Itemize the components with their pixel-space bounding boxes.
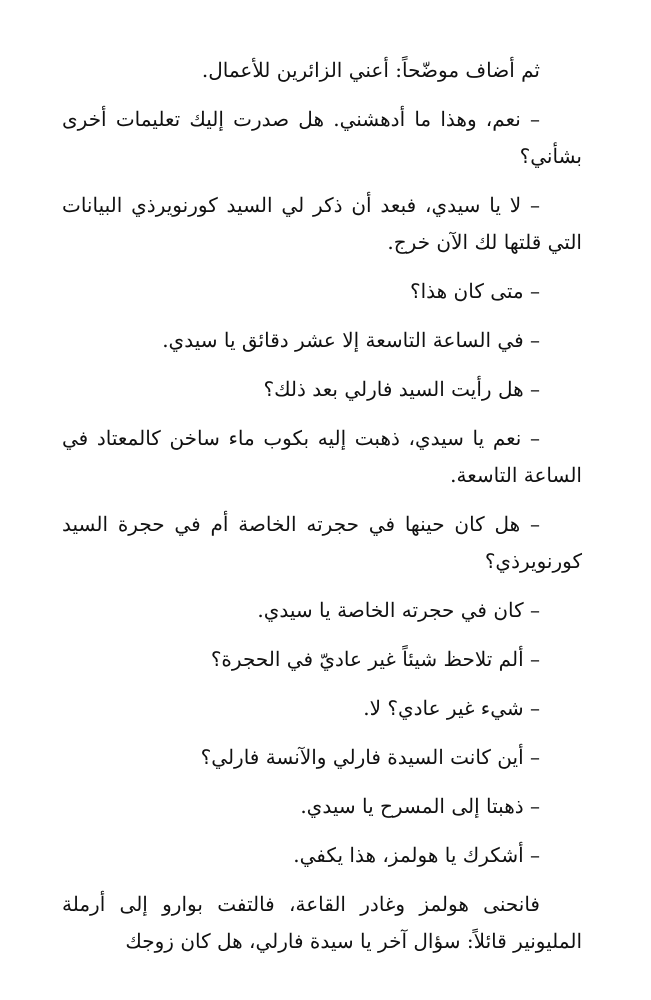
paragraph: فانحنى هولمز وغادر القاعة، فالتفت بوارو إلى أرملة المليونير قائلاً: سؤال آخر يا سيدة فارلي، هل كان زوجك	[62, 892, 582, 953]
paragraph: – هل كان حينها في حجرته الخاصة أم في حجرة السيد كورنويرذي؟	[62, 512, 582, 573]
paragraph: – متى كان هذا؟	[409, 279, 540, 303]
paragraph: – شيء غير عادي؟ لا.	[363, 696, 540, 720]
book-page	[62, 52, 582, 960]
paragraph: – أين كانت السيدة فارلي والآنسة فارلي؟	[200, 745, 540, 769]
paragraph: – نعم يا سيدي، ذهبت إليه بكوب ماء ساخن كالمعتاد في الساعة التاسعة.	[62, 426, 582, 487]
paragraph: – ذهبتا إلى المسرح يا سيدي.	[300, 794, 540, 818]
paragraph: – هل رأيت السيد فارلي بعد ذلك؟	[263, 377, 540, 401]
paragraph: – ألم تلاحظ شيئاً غير عاديّ في الحجرة؟	[210, 647, 540, 671]
paragraph: – كان في حجرته الخاصة يا سيدي.	[257, 598, 540, 622]
paragraph: – لا يا سيدي، فبعد أن ذكر لي السيد كورنويرذي البيانات التي قلتها لك الآن خرج.	[62, 193, 582, 254]
paragraph: ثم أضاف موضّحاً: أعني الزائرين للأعمال.	[201, 58, 540, 82]
paragraph: – أشكرك يا هولمز، هذا يكفي.	[293, 843, 540, 867]
paragraph: – في الساعة التاسعة إلا عشر دقائق يا سيدي.	[162, 328, 540, 352]
paragraph: – نعم، وهذا ما أدهشني. هل صدرت إليك تعليمات أخرى بشأني؟	[62, 107, 582, 168]
